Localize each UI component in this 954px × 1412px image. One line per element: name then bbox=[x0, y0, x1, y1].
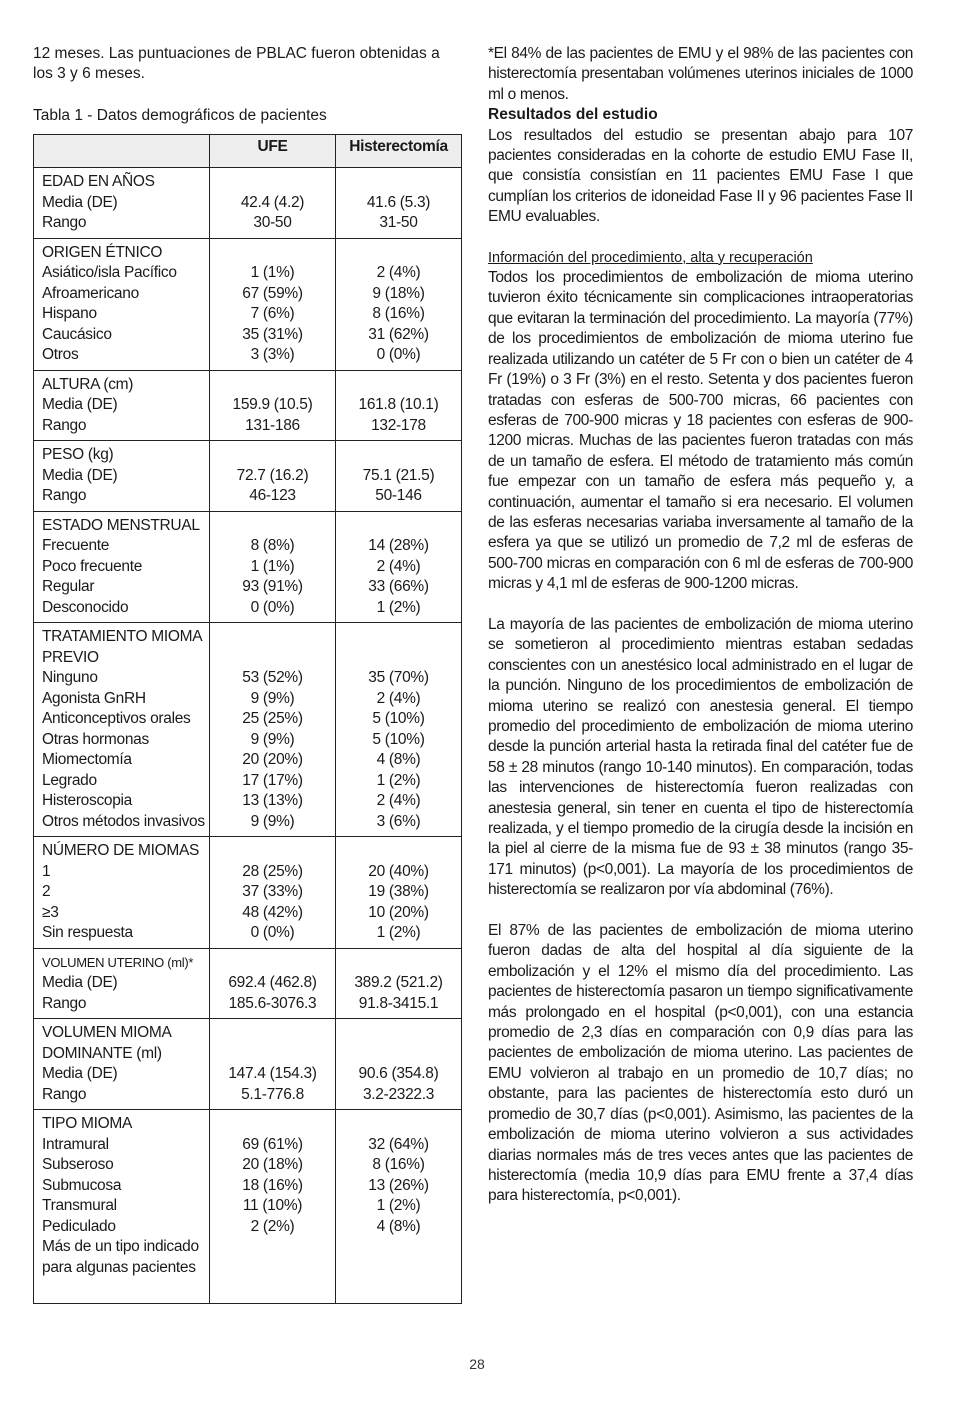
value-line bbox=[212, 627, 333, 648]
value-line: 1 (1%) bbox=[250, 557, 295, 575]
value-line bbox=[212, 1237, 333, 1258]
value-line bbox=[338, 172, 459, 193]
value-line bbox=[338, 841, 459, 862]
value-line: 389.2 (521.2) bbox=[354, 974, 443, 991]
category-line: Histeroscopia bbox=[42, 792, 133, 809]
value-line: 10 (20%) bbox=[368, 903, 429, 921]
value-line bbox=[338, 516, 459, 537]
ufe-value-cell bbox=[210, 511, 336, 623]
value-line: 20 (40%) bbox=[368, 862, 429, 880]
category-cell bbox=[34, 1019, 210, 1110]
ufe-value-cell bbox=[210, 168, 336, 239]
value-line: 2 (4%) bbox=[376, 792, 421, 809]
table-body bbox=[34, 168, 462, 1304]
value-line: 19 (38%) bbox=[368, 883, 429, 900]
category-line: PREVIO bbox=[42, 648, 99, 666]
category-line: DOMINANTE (ml) bbox=[42, 1044, 162, 1062]
category-line: 1 bbox=[42, 862, 51, 880]
value-line: 3.2-2322.3 bbox=[362, 1085, 435, 1103]
value-line: 9 (9%) bbox=[250, 730, 295, 748]
table-row bbox=[34, 623, 462, 837]
category-line: Sin respuesta bbox=[42, 924, 133, 941]
category-line: Intramural bbox=[42, 1135, 109, 1153]
value-line bbox=[212, 445, 333, 466]
paragraph-procedures: Todos los procedimientos de embolización de mioma uterino tuvieron éxito técnicamente sin complicaciones intraoperatorias que evitaran la terminación del procedimiento. La mayoría (77%) de los procedimientos de embolización de mioma uterino fue realizada utilizando un catéter de 5 Fr con o bien un catéter de 4 Fr (19%) o 3 Fr (3%) en el resto. Setenta y dos pacientes fueron tratadas con esferas de 500-700 micras, 66 pacientes con esferas de 700-900 micras y 18 pacientes con esferas de 900-1200 micras. Muchas de las pacientes fueron tratadas con más de un tamaño de esfera. El método de tratamiento más común fue empezar con un tamaño de esfera más pequeño y, a continuación, aumentar el tamaño si era necesario. El volumen de las esferas necesarias variaba inversamente al tamaño de la esfera ya que se utilizó un promedio de 7,2 ml de esferas de 500-700 micras en comparación con 6 ml de esferas de 700-900 micras y 4,1 ml de esferas de 900-1200 micras. bbox=[488, 269, 913, 593]
value-line: 20 (18%) bbox=[242, 1156, 303, 1173]
ufe-value-cell bbox=[210, 370, 336, 441]
value-line: 46-123 bbox=[249, 487, 296, 504]
category-line: Poco frecuente bbox=[42, 557, 143, 575]
demographics-table bbox=[33, 134, 462, 1304]
value-line bbox=[212, 375, 333, 396]
paragraph-anesthesia: La mayoría de las pacientes de embolización de mioma uterino se sometieron al procedimiento mientras estaban sedadas conscientes con un anestésico local administrado en el lugar de la punción. Ninguno de los procedimientos de embolización de mioma uterino se realizó con anestesia general. El tiempo promedio del procedimiento de embolización de mioma uterino desde la punción arterial hasta la retirada final del catéter fue de 58 ± 28 minutos (rango 10-140 minutos). En comparación, todas las intervenciones de histerectomía fueron realizadas con anestesia general, sin tener en cuenta el tipo de histerectomía realizada, y el tiempo promedio de la cirugía desde la incisión en la piel al cierre de la misma fue de 93 ± 38 minutos (rango 35-171 minutos) (p<0,001). La mayoría de los procedimientos de histerectomía se realizaron por vía abdominal (76%). bbox=[488, 615, 913, 899]
category-line: EDAD EN AÑOS bbox=[42, 173, 155, 190]
value-line: 9 (18%) bbox=[372, 284, 425, 302]
category-line: Media (DE) bbox=[42, 466, 118, 484]
value-line: 161.8 (10.1) bbox=[358, 396, 439, 413]
value-line: 5 (10%) bbox=[372, 710, 425, 727]
value-line: 91.8-3415.1 bbox=[358, 994, 439, 1012]
value-line: 35 (31%) bbox=[242, 325, 303, 343]
category-line: Media (DE) bbox=[42, 396, 118, 413]
value-line: 13 (26%) bbox=[368, 1176, 429, 1194]
category-line: Transmural bbox=[42, 1197, 117, 1214]
value-line: 50-146 bbox=[375, 487, 422, 504]
left-column bbox=[33, 44, 461, 1304]
category-line: Rango bbox=[42, 214, 87, 231]
value-line bbox=[338, 953, 459, 974]
value-line bbox=[212, 953, 333, 974]
hist-value-cell bbox=[336, 948, 462, 1019]
value-line: 7 (6%) bbox=[250, 305, 295, 322]
category-line: Agonista GnRH bbox=[42, 689, 146, 707]
hist-value-cell bbox=[336, 168, 462, 239]
value-line: 159.9 (10.5) bbox=[232, 396, 313, 413]
value-line: 8 (16%) bbox=[372, 305, 425, 322]
value-line: 9 (9%) bbox=[250, 689, 295, 707]
category-line: TRATAMIENTO MIOMA bbox=[42, 628, 203, 645]
ufe-value-cell bbox=[210, 1110, 336, 1304]
category-line: Rango bbox=[42, 416, 87, 434]
value-line: 1 (2%) bbox=[376, 1197, 421, 1214]
value-line: 2 (2%) bbox=[250, 1217, 295, 1235]
value-line: 1 (1%) bbox=[250, 264, 295, 281]
category-line: Ninguno bbox=[42, 669, 98, 686]
category-line: Rango bbox=[42, 1085, 87, 1103]
value-line bbox=[338, 1023, 459, 1044]
paragraph-discharge: El 87% de las pacientes de embolización de mioma uterino fueron dadas de alta del hospital al día siguiente de la embolización y el 12% el mismo día del procedimiento. Las pacientes de histerectomía pasaron un tiempo significativamente más prolongado en el hospital (p<0,001), con una estancia promedio de 2,3 días en comparación con 0,9 días para las pacientes de embolización de mioma uterino. Las pacientes de EMU volvieron al trabajo en un promedio de 10,7 días; no obstante, para las pacientes de histerectomía esto duró un promedio de 30,7 días (p<0,001). Asimismo, las pacientes de la embolización de mioma uterino volvieron a sus actividades diarias normales más de tres veces antes que las pacientes de histerectomía (media 10,9 días para EMU frente a 37,4 días para histerectomía, p<0,001). bbox=[488, 922, 913, 1205]
category-line: ALTURA (cm) bbox=[42, 375, 134, 393]
value-line bbox=[338, 1278, 459, 1299]
ufe-value-cell bbox=[210, 948, 336, 1019]
value-line bbox=[338, 1258, 459, 1279]
category-line: Submucosa bbox=[42, 1176, 122, 1194]
value-line bbox=[338, 648, 459, 669]
table-row bbox=[34, 441, 462, 512]
category-line: Media (DE) bbox=[42, 193, 118, 211]
category-cell bbox=[34, 511, 210, 623]
value-line: 25 (25%) bbox=[242, 710, 303, 727]
category-line: Caucásico bbox=[42, 325, 112, 343]
category-line: Regular bbox=[42, 578, 95, 595]
value-line: 90.6 (354.8) bbox=[358, 1065, 439, 1082]
table-header-row bbox=[34, 135, 462, 168]
hist-value-cell bbox=[336, 1019, 462, 1110]
value-line: 1 (2%) bbox=[376, 924, 421, 941]
category-line: Desconocido bbox=[42, 598, 129, 616]
category-line: Más de un tipo indicado bbox=[42, 1238, 199, 1255]
table-row bbox=[34, 168, 462, 239]
value-line bbox=[212, 172, 333, 193]
category-line: Otros métodos invasivos bbox=[42, 812, 205, 830]
hist-value-cell bbox=[336, 370, 462, 441]
value-line bbox=[338, 1044, 459, 1065]
value-line: 31 (62%) bbox=[368, 325, 429, 343]
value-line: 185.6-3076.3 bbox=[228, 994, 317, 1012]
table-row bbox=[34, 238, 462, 370]
ufe-value-cell bbox=[210, 1019, 336, 1110]
hist-value-cell bbox=[336, 511, 462, 623]
value-line: 0 (0%) bbox=[376, 346, 421, 363]
value-line: 41.6 (5.3) bbox=[366, 193, 431, 211]
value-line: 8 (16%) bbox=[372, 1156, 425, 1173]
value-line: 5 (10%) bbox=[372, 730, 425, 748]
hist-value-cell bbox=[336, 441, 462, 512]
category-line: Hispano bbox=[42, 305, 97, 322]
category-line: Afroamericano bbox=[42, 284, 139, 302]
category-line: VOLUMEN MIOMA bbox=[42, 1024, 172, 1041]
value-line bbox=[212, 1278, 333, 1299]
category-line: Rango bbox=[42, 994, 87, 1012]
value-line: 42.4 (4.2) bbox=[240, 193, 305, 211]
value-line bbox=[212, 1044, 333, 1065]
value-line: 4 (8%) bbox=[376, 751, 421, 768]
value-line: 35 (70%) bbox=[368, 669, 429, 686]
category-cell bbox=[34, 837, 210, 949]
category-line: Media (DE) bbox=[42, 1065, 118, 1082]
value-line: 93 (91%) bbox=[242, 578, 303, 595]
category-cell bbox=[34, 168, 210, 239]
value-line: 2 (4%) bbox=[376, 689, 421, 707]
value-line: 3 (6%) bbox=[376, 812, 421, 830]
category-line: para algunas pacientes bbox=[42, 1258, 196, 1276]
value-line bbox=[338, 445, 459, 466]
value-line bbox=[338, 243, 459, 264]
value-line bbox=[338, 1114, 459, 1135]
category-line: VOLUMEN UTERINO (ml)* bbox=[42, 954, 194, 970]
value-line: 69 (61%) bbox=[242, 1135, 303, 1153]
category-cell bbox=[34, 948, 210, 1019]
value-line: 4 (8%) bbox=[376, 1217, 421, 1235]
header-ufe: UFE bbox=[210, 135, 336, 168]
category-cell bbox=[34, 441, 210, 512]
value-line: 14 (28%) bbox=[368, 537, 429, 554]
category-line: Anticonceptivos orales bbox=[42, 710, 191, 727]
value-line: 692.4 (462.8) bbox=[228, 974, 317, 991]
value-line: 11 (10%) bbox=[242, 1197, 303, 1214]
category-cell bbox=[34, 370, 210, 441]
value-line bbox=[212, 841, 333, 862]
results-text: Los resultados del estudio se presentan abajo para 107 pacientes consideradas en la cohorte de estudio EMU Fase II, que consistía consistían en 11 pacientes EMU Fase I que cumplían los criterios de idoneidad Fase II y 96 pacientes Fase II EMU evaluables. bbox=[488, 126, 913, 226]
category-line: Otros bbox=[42, 346, 79, 363]
value-line: 1 (2%) bbox=[376, 598, 421, 616]
results-heading: Resultados del estudio bbox=[488, 106, 658, 124]
category-line bbox=[42, 1278, 205, 1299]
value-line bbox=[338, 627, 459, 648]
category-line: TIPO MIOMA bbox=[42, 1115, 133, 1132]
value-line: 33 (66%) bbox=[368, 578, 429, 595]
category-cell bbox=[34, 1110, 210, 1304]
table-row bbox=[34, 370, 462, 441]
header-blank bbox=[34, 135, 210, 168]
value-line: 28 (25%) bbox=[242, 862, 303, 880]
value-line: 75.1 (21.5) bbox=[362, 466, 435, 484]
value-line bbox=[212, 1258, 333, 1279]
category-line: Media (DE) bbox=[42, 974, 118, 991]
value-line: 9 (9%) bbox=[250, 812, 295, 830]
value-line: 30-50 bbox=[253, 214, 292, 231]
hist-value-cell bbox=[336, 238, 462, 370]
value-line: 13 (13%) bbox=[242, 792, 303, 809]
value-line: 32 (64%) bbox=[368, 1135, 429, 1153]
value-line: 0 (0%) bbox=[250, 598, 295, 616]
value-line: 1 (2%) bbox=[376, 771, 421, 789]
value-line bbox=[212, 243, 333, 264]
category-line: ORIGEN ÉTNICO bbox=[42, 243, 163, 261]
value-line: 147.4 (154.3) bbox=[228, 1065, 317, 1082]
value-line: 131-186 bbox=[245, 416, 300, 434]
category-line: Asiático/isla Pacífico bbox=[42, 264, 177, 281]
value-line bbox=[212, 1023, 333, 1044]
value-line bbox=[212, 1114, 333, 1135]
category-cell bbox=[34, 238, 210, 370]
ufe-value-cell bbox=[210, 623, 336, 837]
value-line bbox=[338, 375, 459, 396]
value-line: 17 (17%) bbox=[242, 771, 303, 789]
value-line: 37 (33%) bbox=[242, 883, 303, 900]
category-line: Frecuente bbox=[42, 537, 110, 554]
category-line: Miomectomía bbox=[42, 751, 132, 768]
intro-text: 12 meses. Las puntuaciones de PBLAC fueron obtenidas a los 3 y 6 meses. bbox=[33, 45, 440, 82]
value-line bbox=[212, 516, 333, 537]
ufe-value-cell bbox=[210, 837, 336, 949]
table-row bbox=[34, 837, 462, 949]
hist-value-cell bbox=[336, 837, 462, 949]
hist-value-cell bbox=[336, 1110, 462, 1304]
value-line: 20 (20%) bbox=[242, 751, 303, 768]
ufe-value-cell bbox=[210, 238, 336, 370]
value-line: 5.1-776.8 bbox=[241, 1085, 304, 1103]
procedure-heading: Información del procedimiento, alta y recuperación bbox=[488, 249, 813, 266]
category-line: ≥3 bbox=[42, 903, 59, 921]
category-line: Rango bbox=[42, 487, 87, 504]
value-line: 48 (42%) bbox=[242, 903, 303, 921]
value-line: 2 (4%) bbox=[376, 264, 421, 281]
value-line: 72.7 (16.2) bbox=[236, 466, 309, 484]
value-line: 0 (0%) bbox=[250, 924, 295, 941]
value-line: 132-178 bbox=[371, 416, 426, 434]
category-line: Otras hormonas bbox=[42, 730, 149, 748]
value-line: 8 (8%) bbox=[250, 537, 295, 554]
category-line: ESTADO MENSTRUAL bbox=[42, 516, 200, 534]
table-row bbox=[34, 1019, 462, 1110]
value-line: 3 (3%) bbox=[250, 346, 295, 363]
table-row bbox=[34, 948, 462, 1019]
value-line bbox=[212, 648, 333, 669]
page-number: 28 bbox=[469, 1356, 485, 1372]
category-line: NÚMERO DE MIOMAS bbox=[42, 842, 200, 859]
value-line bbox=[338, 1237, 459, 1258]
category-cell bbox=[34, 623, 210, 837]
header-histerectomia: Histerectomía bbox=[336, 135, 462, 168]
footnote: *El 84% de las pacientes de EMU y el 98% de las pacientes con histerectomía presentaban volúmenes uterinos iniciales de 1000 ml o menos. bbox=[488, 45, 913, 103]
table-caption: Tabla 1 - Datos demográficos de pacientes bbox=[33, 107, 327, 124]
right-column bbox=[488, 44, 913, 1207]
value-line: 2 (4%) bbox=[376, 557, 421, 575]
value-line: 31-50 bbox=[379, 214, 418, 231]
category-line: 2 bbox=[42, 883, 51, 900]
hist-value-cell bbox=[336, 623, 462, 837]
ufe-value-cell bbox=[210, 441, 336, 512]
category-line: Subseroso bbox=[42, 1156, 114, 1173]
value-line: 18 (16%) bbox=[242, 1176, 303, 1194]
table-row bbox=[34, 511, 462, 623]
value-line: 53 (52%) bbox=[242, 669, 303, 686]
category-line: Pediculado bbox=[42, 1217, 116, 1235]
category-line: Legrado bbox=[42, 771, 97, 789]
table-row bbox=[34, 1110, 462, 1304]
value-line: 67 (59%) bbox=[242, 284, 303, 302]
category-line: PESO (kg) bbox=[42, 446, 114, 463]
